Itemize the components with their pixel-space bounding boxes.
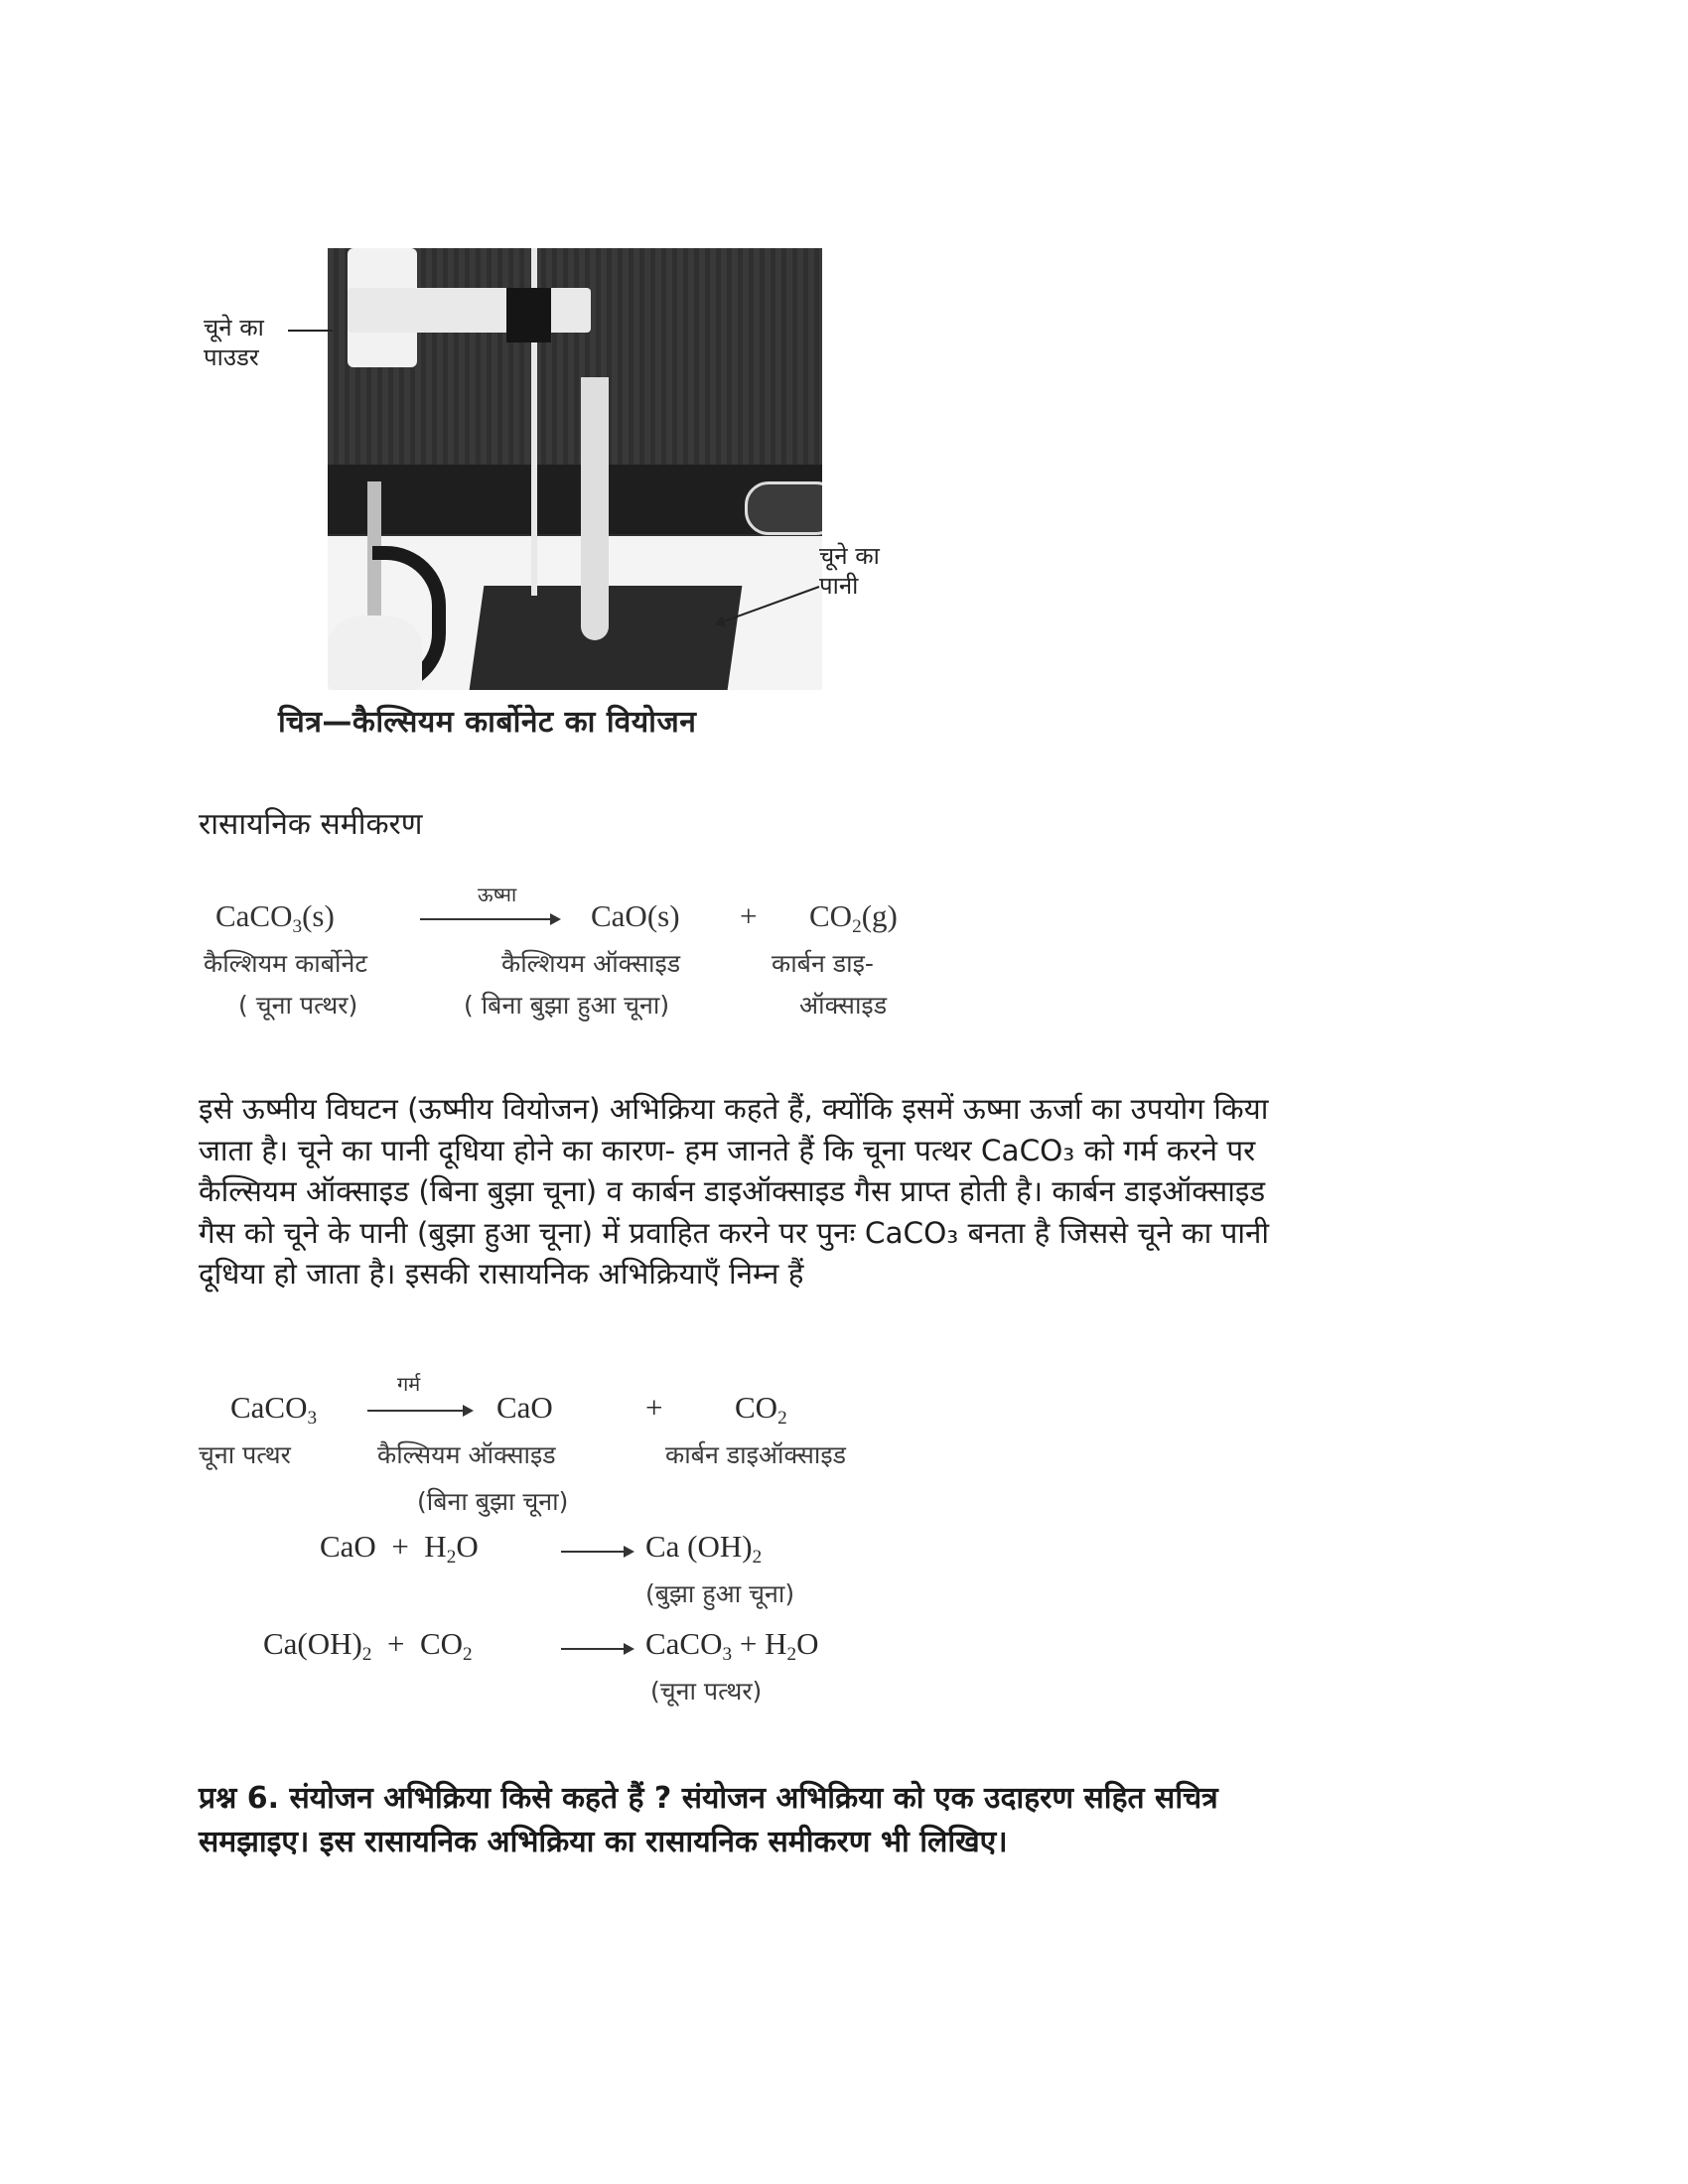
reactant <box>215 898 335 937</box>
reaction-condition: ऊष्मा <box>478 883 517 906</box>
formula: CO <box>809 898 853 933</box>
eq-c-right <box>645 1626 819 1665</box>
rubber-hose <box>745 481 822 535</box>
product-co2 <box>809 898 898 937</box>
lime-water-tube <box>581 377 609 640</box>
formula: CaCO <box>645 1626 723 1661</box>
eq-b-left <box>320 1529 479 1568</box>
formula: CaCO <box>230 1390 308 1425</box>
note-limestone: (चूना पत्थर) <box>650 1677 763 1706</box>
explanation-paragraph <box>199 1089 1509 1296</box>
arrow-icon <box>561 1551 633 1553</box>
product-cao: CaO <box>496 1390 553 1425</box>
formula: CaO + H <box>320 1529 447 1564</box>
delivery-tube <box>348 288 591 333</box>
plus-sign: + <box>645 1390 663 1425</box>
state: (s) <box>302 898 335 933</box>
name-carbon-dioxide: कार्बन डाइ- <box>772 949 874 978</box>
paragraph-line: इसे ऊष्मीय विघटन (ऊष्मीय वियोजन) अभिक्रिया कहते हैं, क्योंकि इसमें ऊष्मा ऊर्जा का उपयोग किया <box>199 1092 1269 1126</box>
experiment-figure <box>194 243 928 759</box>
label-line: चूने का <box>819 542 880 570</box>
pointer-line <box>288 330 333 332</box>
name-calcium-oxide: कैल्शियम ऑक्साइड <box>501 949 681 978</box>
label-line: चूने का <box>204 314 264 341</box>
name-carbon-dioxide: कार्बन डाइऑक्साइड <box>665 1440 846 1469</box>
subscript: 3 <box>292 915 303 937</box>
note-oxide: ऑक्साइड <box>799 991 888 1020</box>
question-line: समझाइए। इस रासायनिक अभिक्रिया का रासायनिक समीकरण भी लिखिए। <box>199 1825 1008 1859</box>
subscript: 2 <box>361 1643 372 1665</box>
product-cao: CaO(s) <box>591 898 680 933</box>
formula: O <box>796 1626 819 1661</box>
subscript: 2 <box>463 1643 473 1665</box>
section-heading: रासायनिक समीकरण <box>199 807 423 842</box>
note-limestone: ( चूना पत्थर) <box>238 991 358 1020</box>
paragraph-line: दूधिया हो जाता है। इसकी रासायनिक अभिक्रियाएँ निम्न हैं <box>199 1257 804 1291</box>
product-co2 <box>735 1390 787 1429</box>
eq-c-left <box>263 1626 473 1665</box>
paragraph-line: कैल्सियम ऑक्साइड (बिना बुझा चूना) व कार्बन डाइऑक्साइड गैस प्राप्त होती है। कार्बन डाइऑक्साइड <box>199 1174 1266 1208</box>
formula: + CO <box>371 1626 464 1661</box>
arrow-icon <box>561 1648 633 1650</box>
state: (g) <box>861 898 898 933</box>
paragraph-line: गैस को चूने के पानी (बुझा हुआ चूना) में प्रवाहित करने पर पुनः CaCO₃ बनता है जिससे चूने का पानी <box>199 1215 1270 1250</box>
arrow-icon <box>420 918 559 920</box>
plus-sign: + <box>740 898 758 933</box>
subscript: 2 <box>777 1407 787 1429</box>
paragraph-line: जाता है। चूने का पानी दूधिया होने का कारण- हम जानते हैं कि चूना पत्थर CaCO₃ को गर्म करने पर <box>199 1133 1256 1167</box>
label-lime-water <box>819 541 880 601</box>
label-lime-powder <box>204 313 264 372</box>
subscript: 3 <box>307 1407 318 1429</box>
formula: CaCO <box>215 898 293 933</box>
reactant-caco3 <box>230 1390 318 1429</box>
name-calcium-carbonate: कैल्शियम कार्बोनेट <box>204 949 367 978</box>
formula: Ca (OH) <box>645 1529 753 1564</box>
formula: Ca(OH) <box>263 1626 362 1661</box>
note-quicklime: ( बिना बुझा हुआ चूना) <box>464 991 670 1020</box>
eq-b-right <box>645 1529 763 1568</box>
arrow-icon <box>367 1410 472 1412</box>
clamp <box>506 288 551 342</box>
apparatus-photo <box>328 248 822 690</box>
reaction-condition: गर्म <box>397 1372 421 1396</box>
burner <box>328 615 422 690</box>
subscript: 2 <box>852 915 862 937</box>
question-line: प्रश्न 6. संयोजन अभिक्रिया किसे कहते हैं ? संयोजन अभिक्रिया को एक उदाहरण सहित सचित्र <box>199 1781 1218 1816</box>
subscript: 2 <box>446 1546 457 1568</box>
question-6 <box>199 1777 1509 1864</box>
label-line: पानी <box>819 572 859 600</box>
figure-caption: चित्र—कैल्सियम कार्बोनेट का वियोजन <box>278 705 697 740</box>
formula: + H <box>732 1626 787 1661</box>
note-quicklime: (बिना बुझा चूना) <box>417 1487 569 1516</box>
note-slaked-lime: (बुझा हुआ चूना) <box>645 1579 795 1608</box>
name-limestone: चूना पत्थर <box>199 1440 291 1469</box>
subscript: 2 <box>752 1546 763 1568</box>
name-calcium-oxide: कैल्सियम ऑक्साइड <box>377 1440 556 1469</box>
subscript: 3 <box>722 1643 733 1665</box>
label-line: पाउडर <box>204 343 259 371</box>
formula: O <box>456 1529 479 1564</box>
formula: CO <box>735 1390 778 1425</box>
subscript: 2 <box>786 1643 797 1665</box>
